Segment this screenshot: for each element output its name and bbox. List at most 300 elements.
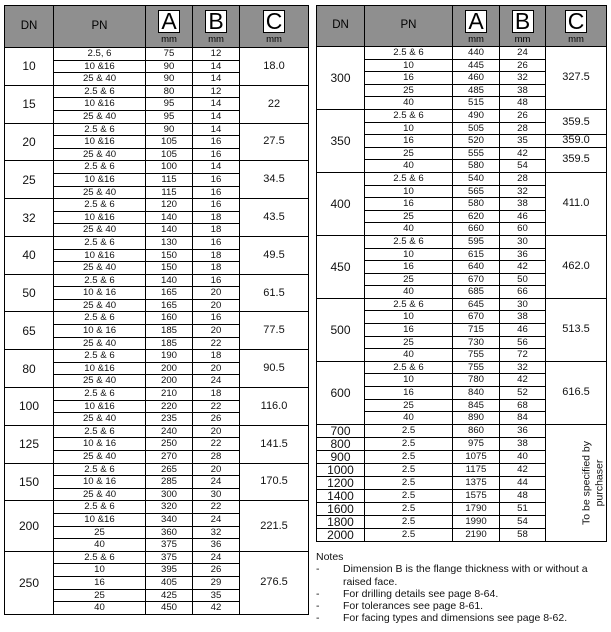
notes-title: Notes [316, 551, 344, 563]
b-cell: 84 [500, 412, 546, 425]
table-row [5, 199, 309, 212]
a-cell: 715 [453, 324, 500, 337]
a-cell: 645 [453, 298, 500, 311]
c-specified-text: To be specified by purchaser [580, 440, 606, 525]
b-cell: 26 [500, 59, 546, 72]
dn-cell: 80 [5, 350, 54, 388]
table-row [5, 236, 309, 249]
a-cell: 375 [146, 551, 193, 564]
a-cell: 395 [146, 564, 193, 577]
b-cell: 56 [500, 336, 546, 349]
pn-cell: 10 &16 [54, 513, 146, 526]
pn-cell: 25 [365, 273, 453, 286]
pn-cell: 10 &16 [54, 60, 146, 73]
pn-cell: 25 & 40 [54, 262, 146, 275]
pn-cell: 2.5 & 6 [365, 361, 453, 374]
pn-cell: 2.5 & 6 [54, 85, 146, 98]
pn-cell: 10 [365, 185, 453, 198]
pn-cell: 40 [365, 97, 453, 110]
pn-cell: 2.5 & 6 [54, 501, 146, 514]
header-dn: DN [317, 6, 365, 47]
b-cell: 20 [193, 362, 240, 375]
table-row [317, 298, 607, 311]
a-cell: 105 [146, 136, 193, 149]
pn-cell: 25 & 40 [54, 299, 146, 312]
c-cell: 116.0 [240, 388, 309, 426]
b-cell: 30 [500, 235, 546, 248]
a-cell: 515 [453, 97, 500, 110]
b-cell: 42 [500, 374, 546, 387]
table-row [5, 425, 309, 438]
a-cell: 285 [146, 476, 193, 489]
dn-cell: 900 [317, 450, 365, 463]
pn-cell: 2.5 [365, 450, 453, 463]
header-a [146, 6, 193, 48]
pn-cell: 2.5 & 6 [54, 236, 146, 249]
a-cell: 360 [146, 526, 193, 539]
pn-cell: 2.5 [365, 528, 453, 541]
header-c-unit: mm [568, 34, 584, 45]
a-cell: 1075 [453, 450, 500, 463]
a-cell: 615 [453, 248, 500, 261]
b-cell: 12 [193, 48, 240, 61]
b-cell: 22 [193, 337, 240, 350]
b-cell: 24 [193, 513, 240, 526]
b-cell: 16 [193, 312, 240, 325]
table-row [5, 274, 309, 287]
b-cell: 24 [500, 47, 546, 60]
table-row [5, 312, 309, 325]
b-cell: 12 [193, 85, 240, 98]
b-cell: 24 [193, 476, 240, 489]
pn-cell: 2.5 & 6 [365, 109, 453, 122]
b-cell: 18 [193, 388, 240, 401]
a-cell: 540 [453, 172, 500, 185]
a-cell: 220 [146, 400, 193, 413]
pn-cell: 2.5 & 6 [365, 235, 453, 248]
pn-cell: 40 [54, 602, 146, 615]
b-cell: 40 [500, 450, 546, 463]
c-cell: 18.0 [240, 48, 309, 86]
table-row [5, 388, 309, 401]
c-cell: 22 [240, 85, 309, 123]
c-cell: 141.5 [240, 425, 309, 463]
b-cell: 35 [193, 589, 240, 602]
b-cell: 60 [500, 223, 546, 236]
b-cell: 35 [500, 135, 546, 148]
header-row [5, 6, 309, 48]
pn-cell: 2.5 & 6 [365, 47, 453, 60]
b-cell: 32 [500, 361, 546, 374]
a-cell: 670 [453, 273, 500, 286]
a-cell: 200 [146, 375, 193, 388]
a-cell: 140 [146, 224, 193, 237]
dn-cell: 10 [5, 48, 54, 86]
pn-cell: 10 [54, 564, 146, 577]
pn-cell: 25 & 40 [54, 413, 146, 426]
a-cell: 730 [453, 336, 500, 349]
dn-cell: 50 [5, 274, 54, 312]
table-row [317, 235, 607, 248]
dn-cell: 500 [317, 298, 365, 361]
b-cell: 44 [500, 476, 546, 489]
notes-list [316, 563, 608, 624]
c-cell: 27.5 [240, 123, 309, 161]
a-cell: 115 [146, 173, 193, 186]
b-cell: 20 [193, 287, 240, 300]
b-cell: 36 [500, 248, 546, 261]
b-cell: 20 [193, 325, 240, 338]
b-cell: 28 [500, 172, 546, 185]
dn-cell: 150 [5, 463, 54, 501]
header-c [546, 6, 607, 47]
b-cell: 36 [500, 424, 546, 437]
a-cell: 975 [453, 437, 500, 450]
a-cell: 140 [146, 211, 193, 224]
pn-cell: 16 [365, 72, 453, 85]
pn-cell: 10 &16 [54, 362, 146, 375]
b-cell: 72 [500, 349, 546, 362]
b-cell: 42 [500, 147, 546, 160]
pn-cell: 10 & 16 [54, 438, 146, 451]
c-cell: 90.5 [240, 350, 309, 388]
pn-cell: 2.5 [365, 489, 453, 502]
b-cell: 46 [500, 210, 546, 223]
pn-cell: 2.5 & 6 [54, 312, 146, 325]
pn-cell: 2.5 & 6 [54, 425, 146, 438]
a-cell: 130 [146, 236, 193, 249]
pn-cell: 10 [365, 248, 453, 261]
pn-cell: 2.5 [365, 515, 453, 528]
pn-cell: 10 &16 [54, 173, 146, 186]
header-c-letter: C [565, 10, 587, 33]
pn-cell: 16 [365, 324, 453, 337]
a-cell: 860 [453, 424, 500, 437]
dn-cell: 800 [317, 437, 365, 450]
b-cell: 18 [193, 249, 240, 262]
c-cell: 61.5 [240, 274, 309, 312]
dn-cell: 700 [317, 424, 365, 437]
a-cell: 90 [146, 123, 193, 136]
table-row [5, 48, 309, 61]
b-cell: 14 [193, 98, 240, 111]
pn-cell: 25 & 40 [54, 186, 146, 199]
pn-cell: 10 [365, 59, 453, 72]
a-cell: 840 [453, 387, 500, 400]
a-cell: 75 [146, 48, 193, 61]
a-cell: 270 [146, 451, 193, 464]
pn-cell: 2.5 [365, 424, 453, 437]
b-cell: 16 [193, 136, 240, 149]
a-cell: 265 [146, 463, 193, 476]
header-b [193, 6, 240, 48]
a-cell: 1375 [453, 476, 500, 489]
left-dimensions-table [4, 5, 309, 615]
b-cell: 42 [500, 261, 546, 274]
b-cell: 54 [500, 160, 546, 173]
table-row [5, 350, 309, 363]
dn-cell: 350 [317, 109, 365, 172]
b-cell: 42 [193, 602, 240, 615]
pn-cell: 40 [365, 349, 453, 362]
a-cell: 565 [453, 185, 500, 198]
header-b-unit: mm [208, 34, 224, 45]
dn-cell: 200 [5, 501, 54, 551]
a-cell: 2190 [453, 528, 500, 541]
b-cell: 18 [193, 262, 240, 275]
note-item: - For facing types and dimensions see page 8-62. [316, 612, 608, 624]
b-cell: 16 [193, 236, 240, 249]
a-cell: 660 [453, 223, 500, 236]
b-cell: 58 [500, 528, 546, 541]
header-c-unit: mm [266, 34, 282, 45]
dn-cell: 100 [5, 388, 54, 426]
a-cell: 580 [453, 160, 500, 173]
a-cell: 140 [146, 274, 193, 287]
table-row [5, 161, 309, 174]
pn-cell: 40 [54, 539, 146, 552]
b-cell: 50 [500, 273, 546, 286]
pn-cell: 16 [365, 261, 453, 274]
b-cell: 48 [500, 97, 546, 110]
pn-cell: 10 &16 [54, 249, 146, 262]
table-row [5, 501, 309, 514]
a-cell: 440 [453, 47, 500, 60]
b-cell: 20 [193, 463, 240, 476]
b-cell: 30 [193, 488, 240, 501]
header-a-letter: A [158, 10, 180, 33]
a-cell: 90 [146, 73, 193, 86]
dn-cell: 1800 [317, 515, 365, 528]
pn-cell: 25 & 40 [54, 110, 146, 123]
b-cell: 26 [500, 109, 546, 122]
a-cell: 235 [146, 413, 193, 426]
c-cell: 359.5 [546, 109, 607, 134]
dn-cell: 125 [5, 425, 54, 463]
header-c-letter: C [263, 10, 285, 33]
note-item: - For drilling details see page 8-64. [316, 588, 608, 600]
a-cell: 250 [146, 438, 193, 451]
dn-cell: 450 [317, 235, 365, 298]
notes-section [316, 551, 608, 625]
c-cell: 77.5 [240, 312, 309, 350]
dn-cell: 2000 [317, 528, 365, 541]
pn-cell: 16 [365, 198, 453, 211]
pn-cell: 2.5 [365, 502, 453, 515]
a-cell: 120 [146, 199, 193, 212]
a-cell: 105 [146, 148, 193, 161]
pn-cell: 25 & 40 [54, 488, 146, 501]
pn-cell: 16 [365, 135, 453, 148]
c-cell: 43.5 [240, 199, 309, 237]
b-cell: 38 [500, 437, 546, 450]
pn-cell: 10 &16 [54, 400, 146, 413]
note-item: - For tolerances see page 8-61. [316, 600, 608, 612]
pn-cell: 2.5, 6 [54, 48, 146, 61]
header-row [317, 6, 607, 47]
a-cell: 1575 [453, 489, 500, 502]
pn-cell: 25 & 40 [54, 451, 146, 464]
c-cell: 276.5 [240, 551, 309, 614]
dn-cell: 250 [5, 551, 54, 614]
pn-cell: 2.5 & 6 [54, 350, 146, 363]
a-cell: 520 [453, 135, 500, 148]
b-cell: 16 [193, 173, 240, 186]
a-cell: 185 [146, 325, 193, 338]
b-cell: 32 [193, 526, 240, 539]
b-cell: 24 [193, 375, 240, 388]
header-a-letter: A [465, 10, 487, 33]
a-cell: 890 [453, 412, 500, 425]
a-cell: 210 [146, 388, 193, 401]
pn-cell: 10 [365, 311, 453, 324]
header-a-unit: mm [161, 34, 177, 45]
b-cell: 14 [193, 110, 240, 123]
c-cell: 327.5 [546, 47, 607, 110]
pn-cell: 2.5 & 6 [365, 298, 453, 311]
b-cell: 16 [193, 199, 240, 212]
pn-cell: 2.5 & 6 [54, 199, 146, 212]
table-row [317, 424, 607, 437]
b-cell: 52 [500, 387, 546, 400]
b-cell: 26 [193, 413, 240, 426]
b-cell: 20 [193, 425, 240, 438]
b-cell: 14 [193, 123, 240, 136]
pn-cell: 10 [365, 122, 453, 135]
a-cell: 165 [146, 299, 193, 312]
pn-cell: 10 [365, 374, 453, 387]
a-cell: 595 [453, 235, 500, 248]
a-cell: 620 [453, 210, 500, 223]
pn-cell: 10 &16 [54, 98, 146, 111]
header-a [453, 6, 500, 47]
b-cell: 16 [193, 186, 240, 199]
table-row [5, 463, 309, 476]
a-cell: 185 [146, 337, 193, 350]
a-cell: 115 [146, 186, 193, 199]
a-cell: 1175 [453, 463, 500, 476]
pn-cell: 2.5 & 6 [54, 551, 146, 564]
b-cell: 22 [193, 400, 240, 413]
header-dn: DN [5, 6, 54, 48]
dn-cell: 32 [5, 199, 54, 237]
a-cell: 150 [146, 262, 193, 275]
b-cell: 18 [193, 224, 240, 237]
b-cell: 26 [193, 564, 240, 577]
b-cell: 18 [193, 211, 240, 224]
a-cell: 320 [146, 501, 193, 514]
table-row [5, 551, 309, 564]
pn-cell: 10 &16 [54, 211, 146, 224]
dn-cell: 15 [5, 85, 54, 123]
c-cell: 462.0 [546, 235, 607, 298]
pn-cell: 2.5 [365, 463, 453, 476]
c-cell: 359.5 [546, 147, 607, 172]
b-cell: 28 [193, 451, 240, 464]
a-cell: 460 [453, 72, 500, 85]
pn-cell: 2.5 & 6 [54, 161, 146, 174]
pn-cell: 2.5 & 6 [54, 123, 146, 136]
dn-cell: 300 [317, 47, 365, 110]
note-item: - Dimension B is the flange thickness with or without a raised face. [316, 563, 608, 588]
pn-cell: 25 [54, 589, 146, 602]
dn-cell: 40 [5, 236, 54, 274]
a-cell: 300 [146, 488, 193, 501]
a-cell: 780 [453, 374, 500, 387]
dn-cell: 20 [5, 123, 54, 161]
pn-cell: 25 & 40 [54, 337, 146, 350]
pn-cell: 16 [54, 576, 146, 589]
a-cell: 80 [146, 85, 193, 98]
pn-cell: 10 & 16 [54, 287, 146, 300]
pn-cell: 10 & 16 [54, 325, 146, 338]
pn-cell: 16 [365, 387, 453, 400]
dn-cell: 1600 [317, 502, 365, 515]
a-cell: 90 [146, 60, 193, 73]
c-cell: 616.5 [546, 361, 607, 424]
pn-cell: 2.5 [365, 476, 453, 489]
a-cell: 425 [146, 589, 193, 602]
header-b [500, 6, 546, 47]
a-cell: 405 [146, 576, 193, 589]
b-cell: 20 [193, 299, 240, 312]
dn-cell: 1400 [317, 489, 365, 502]
a-cell: 555 [453, 147, 500, 160]
c-cell: 170.5 [240, 463, 309, 501]
a-cell: 1990 [453, 515, 500, 528]
pn-cell: 25 [54, 526, 146, 539]
pn-cell: 40 [365, 160, 453, 173]
pn-cell: 25 [365, 84, 453, 97]
table-row [317, 109, 607, 122]
pn-cell: 25 & 40 [54, 224, 146, 237]
dn-cell: 400 [317, 172, 365, 235]
table-row [5, 85, 309, 98]
c-specified-cell [546, 424, 607, 541]
header-b-letter: B [205, 10, 227, 33]
pn-cell: 10 &16 [54, 136, 146, 149]
header-b-unit: mm [514, 34, 531, 45]
a-cell: 845 [453, 399, 500, 412]
pn-cell: 10 & 16 [54, 476, 146, 489]
a-cell: 340 [146, 513, 193, 526]
b-cell: 42 [500, 463, 546, 476]
a-cell: 670 [453, 311, 500, 324]
b-cell: 32 [500, 72, 546, 85]
a-cell: 375 [146, 539, 193, 552]
pn-cell: 2.5 & 6 [365, 172, 453, 185]
b-cell: 28 [500, 122, 546, 135]
table-row [5, 123, 309, 136]
b-cell: 36 [193, 539, 240, 552]
a-cell: 445 [453, 59, 500, 72]
c-cell: 513.5 [546, 298, 607, 361]
b-cell: 24 [193, 551, 240, 564]
pn-cell: 25 & 40 [54, 148, 146, 161]
b-cell: 54 [500, 515, 546, 528]
a-cell: 200 [146, 362, 193, 375]
table-row [317, 172, 607, 185]
header-pn: PN [54, 6, 146, 48]
b-cell: 29 [193, 576, 240, 589]
c-cell: 359.0 [546, 135, 607, 148]
b-cell: 32 [500, 185, 546, 198]
b-cell: 38 [500, 198, 546, 211]
pn-cell: 2.5 & 6 [54, 388, 146, 401]
header-c [240, 6, 309, 48]
b-cell: 46 [500, 324, 546, 337]
c-cell: 34.5 [240, 161, 309, 199]
